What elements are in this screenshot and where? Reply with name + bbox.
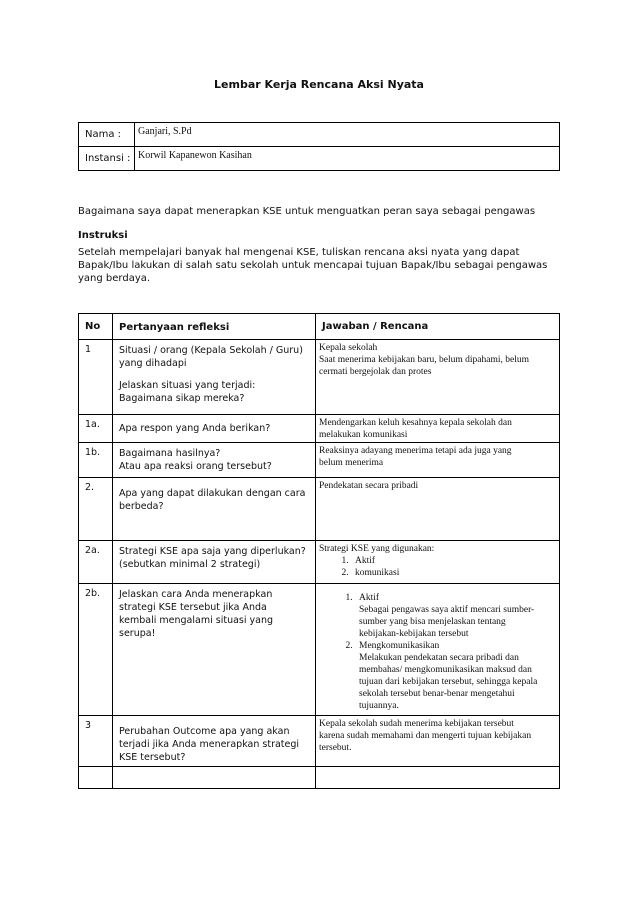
item-line: tujuan dari kebijakan tersebut, sehingga kepala	[359, 677, 538, 687]
row-answer	[316, 415, 559, 441]
answer-line: Saat menerima kebijakan baru, belum dipahami, belum	[319, 355, 529, 365]
row-answer	[316, 443, 559, 469]
row-no: 2a.	[85, 545, 100, 556]
row-no: 2b.	[85, 588, 101, 599]
reflection-table	[78, 313, 560, 789]
answer-line: Reaksinya adayang menerima tetapi ada juga yang	[319, 446, 512, 456]
question-line: Jelaskan situasi yang terjadi:	[119, 380, 256, 391]
header-answer: Jawaban / Rencana	[322, 321, 429, 332]
row-question	[113, 478, 315, 513]
answer-line: Kepala sekolah sudah menerima kebijakan tersebut	[319, 719, 514, 729]
table-row	[79, 443, 560, 478]
question-line: (sebutkan minimal 2 strategi)	[119, 559, 261, 570]
instansi-label: Instansi :	[79, 147, 135, 171]
row-question	[113, 716, 315, 764]
identity-table	[78, 122, 560, 171]
question-line: Jelaskan cara Anda menerapkan	[119, 589, 273, 600]
question-line: serupa!	[119, 628, 156, 639]
row-question	[113, 340, 315, 405]
row-answer	[316, 584, 559, 712]
row-no: 1b.	[85, 447, 101, 458]
strategy-item: 2. komunikasi	[351, 567, 555, 579]
instruksi-line: Setelah mempelajari banyak hal mengenai KSE, tuliskan rencana aksi nyata yang dapat	[78, 247, 520, 258]
item-line: sekolah tersebut benar-benar mengetahui	[359, 689, 515, 699]
answer-line: Kepala sekolah	[319, 343, 378, 353]
row-no: 3	[85, 720, 92, 731]
nama-value: Ganjari, S.Pd	[135, 123, 560, 147]
row-no: 2.	[85, 482, 95, 493]
row-question	[113, 584, 315, 640]
question-line: Strategi KSE apa saja yang diperlukan?	[119, 546, 306, 557]
answer-line: tersebut.	[319, 743, 352, 753]
question-line: yang dihadapi	[119, 358, 187, 369]
item-line: membahas/ mengkomunikasikan maksud dan	[359, 665, 532, 675]
item-line: Sebagai pengawas saya aktif mencari sumber-	[359, 605, 535, 615]
table-header-row	[79, 314, 560, 340]
instruksi-line: Bapak/Ibu lakukan di salah satu sekolah untuk mencapai tujuan Bapak/Ibu sebagai pengawas	[78, 260, 548, 271]
header-no: No	[85, 321, 101, 332]
answer-line: Strategi KSE yang digunakan:	[319, 544, 435, 554]
item-line: kebijakan-kebijakan tersebut	[359, 629, 469, 639]
table-row	[79, 716, 560, 767]
answer-line: karena sudah memahami dan mengerti tujuan kebijakan	[319, 731, 532, 741]
question-line: Apa yang dapat dilakukan dengan cara	[119, 488, 306, 499]
answer-line: melakukan komunikasi	[319, 430, 408, 440]
instansi-value: Korwil Kapanewon Kasihan	[135, 147, 560, 171]
instruksi-text	[78, 246, 547, 285]
row-answer	[316, 716, 559, 754]
answer-line: Mendengarkan keluh kesahnya kepala sekolah dan	[319, 418, 512, 428]
question-line: Perubahan Outcome apa yang akan	[119, 726, 290, 737]
table-row	[79, 541, 560, 584]
page-title: Lembar Kerja Rencana Aksi Nyata	[214, 78, 424, 91]
question-line: kembali mengalami situasi yang	[119, 615, 274, 626]
row-answer	[316, 340, 559, 378]
main-question: Bagaimana saya dapat menerapkan KSE untuk menguatkan peran saya sebagai pengawas	[78, 206, 536, 217]
question-line: Bagaimana sikap mereka?	[119, 393, 245, 404]
empty-cell[interactable]	[113, 767, 316, 789]
row-question	[113, 541, 315, 571]
row-no: 1	[85, 344, 92, 355]
item-title: 1. Aktif	[359, 593, 380, 603]
table-row	[79, 584, 560, 716]
question-line: berbeda?	[119, 501, 164, 512]
empty-cell[interactable]	[79, 767, 113, 789]
table-row	[79, 415, 560, 443]
empty-row	[79, 767, 560, 789]
instruksi-line: yang berdaya.	[78, 273, 151, 284]
item-line: tujuannya.	[359, 701, 399, 711]
question-line: Situasi / orang (Kepala Sekolah / Guru)	[119, 345, 303, 356]
row-question	[113, 443, 315, 473]
answer-line: cermati bergejolak dan protes	[319, 367, 432, 377]
answer-line: belum menerima	[319, 458, 384, 468]
strategy-detail-item	[355, 592, 555, 640]
nama-label: Nama :	[79, 123, 135, 147]
row-question: Apa respon yang Anda berikan?	[119, 423, 271, 434]
item-title: 2. Mengkomunikasikan	[359, 641, 440, 651]
item-line: Melakukan pendekatan secara pribadi dan	[359, 653, 519, 663]
item-line: sumber yang bisa menjelaskan tentang	[359, 617, 506, 627]
instruksi-heading: Instruksi	[78, 230, 128, 241]
row-no: 1a.	[85, 419, 100, 430]
row-answer	[316, 541, 559, 579]
question-line: Bagaimana hasilnya?	[119, 448, 221, 459]
header-question: Pertanyaan refleksi	[119, 322, 230, 333]
empty-cell[interactable]	[316, 767, 560, 789]
question-line: KSE tersebut?	[119, 752, 186, 763]
strategy-item: 1. Aktif	[351, 555, 555, 567]
row-answer: Pendekatan secara pribadi	[319, 481, 419, 491]
question-line: terjadi jika Anda menerapkan strategi	[119, 739, 300, 750]
question-line: strategi KSE tersebut jika Anda	[119, 602, 267, 613]
table-row	[79, 340, 560, 415]
strategy-detail-item	[355, 640, 555, 712]
table-row	[79, 478, 560, 541]
question-line: Atau apa reaksi orang tersebut?	[119, 461, 272, 472]
